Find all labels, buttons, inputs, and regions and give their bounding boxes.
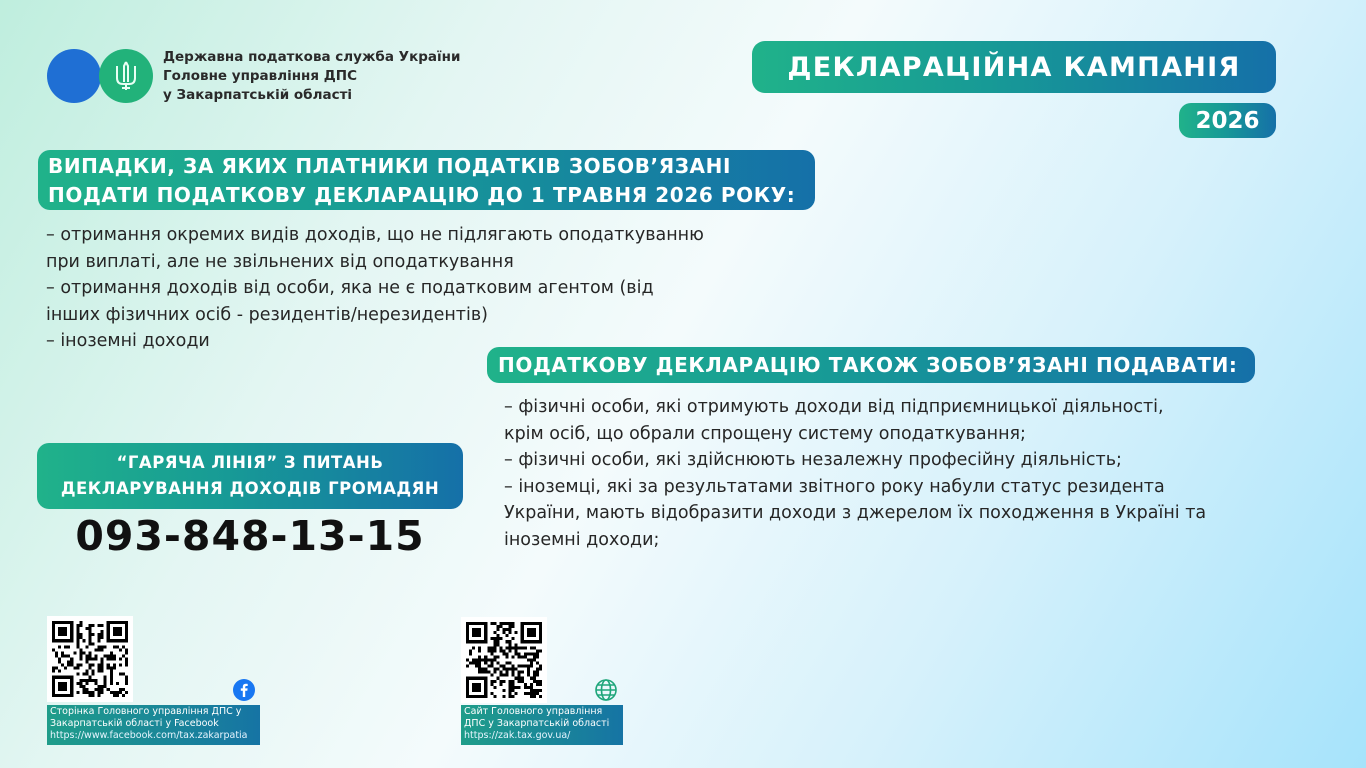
qr-code-facebook[interactable] bbox=[47, 616, 133, 702]
org-line-2: Головне управління ДПС bbox=[163, 68, 357, 84]
qr-facebook-caption bbox=[47, 705, 260, 745]
list-item: – іноземці, які за результатами звітного року набули статус резидента bbox=[504, 476, 1165, 497]
facebook-link[interactable]: https://www.facebook.com/tax.zakarpatia bbox=[50, 730, 248, 741]
logo-blue-circle bbox=[47, 49, 101, 103]
hotline-banner bbox=[37, 443, 463, 509]
site-link[interactable]: https://zak.tax.gov.ua/ bbox=[464, 730, 571, 741]
campaign-title: ДЕКЛАРАЦІЙНА КАМПАНІЯ bbox=[752, 41, 1276, 93]
org-line-1: Державна податкова служба України bbox=[163, 49, 461, 65]
section1-heading bbox=[38, 150, 815, 210]
caption-line: Сторінка Головного управління ДПС у bbox=[50, 706, 242, 717]
section1-heading-line-1: ВИПАДКИ, ЗА ЯКИХ ПЛАТНИКИ ПОДАТКІВ ЗОБОВ’ЯЗАНІ bbox=[48, 154, 732, 178]
list-item: – іноземні доходи bbox=[46, 331, 210, 351]
caption-line: Сайт Головного управління bbox=[464, 706, 603, 717]
hotline-phone[interactable]: 093-848-13-15 bbox=[75, 512, 425, 560]
logo-green-circle bbox=[99, 49, 153, 103]
list-item: – отримання доходів від особи, яка не є податковим агентом (від bbox=[46, 278, 654, 298]
org-name bbox=[163, 48, 460, 105]
list-item: при виплаті, але не звільнених від оподаткування bbox=[46, 251, 514, 272]
qr-code bbox=[52, 621, 128, 697]
list-item: – отримання окремих видів доходів, що не підлягають оподаткуванню bbox=[46, 225, 704, 245]
section1-list bbox=[46, 222, 704, 355]
list-item: іноземні доходи; bbox=[504, 529, 660, 550]
section1-heading-line-2: ПОДАТИ ПОДАТКОВУ ДЕКЛАРАЦІЮ ДО 1 ТРАВНЯ 2026 РОКУ: bbox=[48, 183, 796, 207]
section2-list bbox=[504, 394, 1206, 553]
qr-code-site[interactable] bbox=[461, 617, 547, 703]
facebook-icon[interactable] bbox=[233, 679, 255, 705]
list-item: – фізичні особи, які отримують доходи від підприємницької діяльності, bbox=[504, 397, 1164, 417]
dps-logo bbox=[47, 49, 157, 105]
list-item: інших фізичних осіб - резидентів/нерезидентів) bbox=[46, 304, 489, 325]
campaign-year: 2026 bbox=[1179, 103, 1276, 138]
hotline-line-2: ДЕКЛАРУВАННЯ ДОХОДІВ ГРОМАДЯН bbox=[60, 479, 440, 498]
trident-icon bbox=[113, 60, 139, 92]
globe-icon[interactable] bbox=[594, 678, 618, 706]
caption-line: ДПС у Закарпатській області bbox=[464, 718, 610, 729]
hotline-line-1: “ГАРЯЧА ЛІНІЯ” З ПИТАНЬ bbox=[116, 453, 384, 472]
list-item: України, мають відобразити доходи з джерелом їх походження в Україні та bbox=[504, 503, 1207, 523]
qr-code bbox=[466, 622, 542, 698]
org-line-3: у Закарпатській області bbox=[163, 87, 353, 103]
caption-line: Закарпатській області у Facebook bbox=[50, 718, 219, 729]
list-item: крім осіб, що обрали спрощену систему оподаткування; bbox=[504, 423, 1026, 444]
list-item: – фізичні особи, які здійснюють незалежну професійну діяльність; bbox=[504, 450, 1122, 470]
qr-site-caption bbox=[461, 705, 623, 745]
section2-heading: ПОДАТКОВУ ДЕКЛАРАЦІЮ ТАКОЖ ЗОБОВ’ЯЗАНІ ПОДАВАТИ: bbox=[487, 347, 1255, 383]
